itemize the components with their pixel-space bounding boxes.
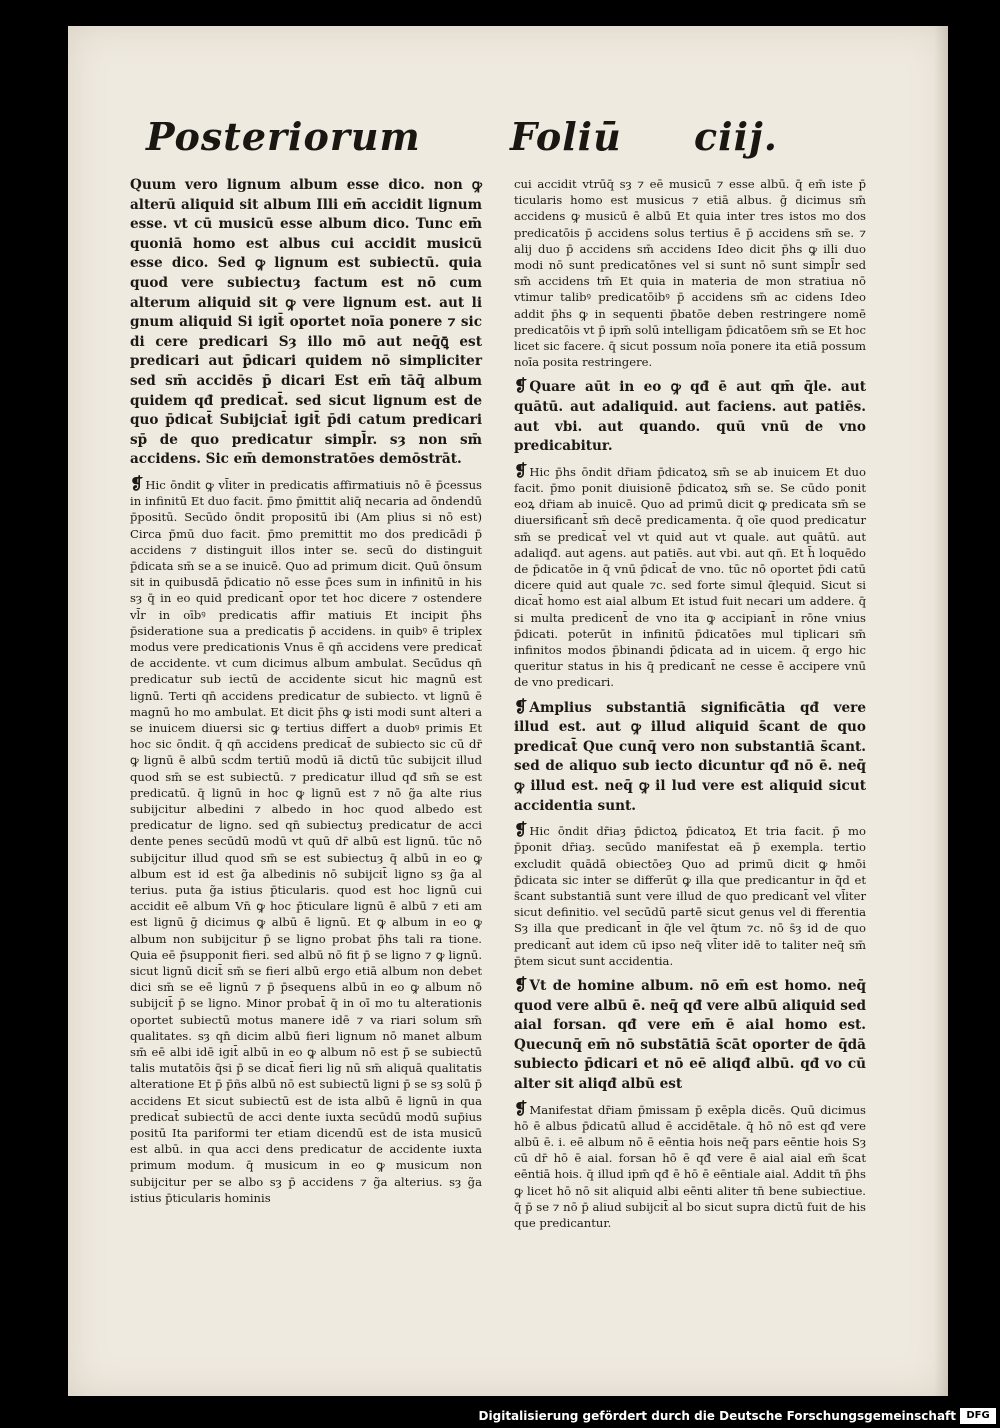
paragraph-text: cui accidit vtrūq̄ sȝ ⁊ eē musicū ⁊ esse albū. q̄ em̄ iste p̄ ticularis homo est musicus ⁊ etiā albus. ḡ dicimus sm̄ accidens ꝙ musicū ē albū Et quia inter tres istos mo dos predicatōis p̄ accidens solus tertius ē p̄ accidens sm̄ se. ⁊ alij duo p̄ accidens sm̄ accidens Ideo dicit p̄hs ꝙ illi duo modi nō sunt predicatōnes vel si sunt nō sunt simpl̄r sed sm̄ accidens tm̄ Et quia in materia de mon stratiua nō vtimur talibꝰ predicatōibꝰ p̄ accidens sm̄ ac cidens Ideo addit p̄hs ꝙ in sequenti p̄batōe deben restringere nomē predicatōis vt p̄ ipm̄ solū intelligam p̄dicatōem sm̄ se Et hoc licet sic facere. q̄ sicut possum noīa ponere ita etiā possum noīa posita restringere. xyxy=(514,177,866,370)
aristotle-text-paragraph xyxy=(514,975,866,1095)
paragraph-text: Hic p̄hs ōndit dr̄iam p̄dicatoꝝ sm̄ se ab inuicem Et duo facit. p̄mo ponit diuisionē p̄dicatoꝝ sm̄ se. Se cūdo ponit eoꝝ dr̄iam ab inuicē. Quo ad primū dicit ꝙ predicata sm̄ se diuersificant̄ sm̄ decē predicamenta. q̄ oīe quod predicatur sm̄ se predicat̄ vel vt quid aut vt quale. aut quātū. aut adaliqđ. aut agens. aut patiēs. aut vbi. aut qn̄. Et h̄ loquēdo de p̄dicatōe in q̄ vnū p̄dicat̄ de vno. tūc nō oportet p̄di catū dicere quid aut quale ⁊c. sed forte simul q̄lequid. Sicut si dicat̄ homo est aial album Et istud fuit necari um addere. q̄ si multa predicent̄ de vno ita ꝙ accipiant̄ in rōne vnius p̄dicati. poterūt in infinitū p̄dicatōes mul tiplicari sm̄ infinitos modos p̄binandi p̄dicata ad in uicem. q̄ ergo hic queritur status in his q̄ predicant̄ ne cesse ē accipere vnū de vno predicari. xyxy=(514,464,866,690)
pilcrow-icon: ❡ xyxy=(514,376,528,396)
dfg-logo-icon: DFG xyxy=(960,1408,996,1424)
paragraph-text: Manifestat dr̄iam p̄missam p̄ exēpla dicēs. Quū dicimus hō ē albus p̄dicatū allud ē accidētale. q̄ hō nō est qđ vere albū ē. i. eē album nō ē eēntia hois neq̄ pars eēntie hois Sȝ cū dr̄ hō ē aial. forsan hō ē qđ vere ē aial aial em̄ s̄cat eēntiā hois. q̄ illud ipm̄ qđ ē hō ē eēntiale aial. Addit tn̄ p̄hs ꝙ licet hō nō sit aliquid albi eēnti aliter tn̄ bene subiectiue. q̄ p̄ se ⁊ nō p̄ aliud subijcit̄ al bo sicut supra dictū fuit de his que predicantur. xyxy=(514,1102,866,1231)
paragraph-text: Hic ōndit dr̄iaȝ p̄dictoꝝ p̄dicatoꝝ Et tria facit. p̄ mo p̄ponit dr̄iaȝ. secūdo manifestat eā p̄ exempla. tertio excludit quādā obiectōeȝ Quo ad primū dicit ꝙ hmōi p̄dicata sic inter se differūt ꝙ illa que predicantur in q̄d et s̄cant substantiā sunt vere illud de quo predicant̄ vel vl̄iter sicut definitio. vel secūdū partē sicut genus vel di fferentia Sȝ illa que predicant̄ in q̄le vel q̄tum ⁊c. nō s̄ȝ id de quo predicant̄ aut idem cū ipso neq̄ vl̄iter idē to taliter neq̄ sm̄ p̄tem sicut sunt accidentia. xyxy=(514,824,866,968)
pilcrow-icon: ❡ xyxy=(514,460,528,480)
commentary-paragraph xyxy=(514,1098,866,1232)
paragraph-text: Amplius substantiā significātia qđ vere illud est. aut ꝙ illud aliquid s̄cant de quo predicat̄ Que cunq̄ vero non substantiā s̄cant. sed de aliquo sub iecto dicuntur qđ nō ē. neq̄ ꝙ illud est. neq̄ ꝙ il lud vere est aliquid sicut accidentia sunt. xyxy=(514,699,866,814)
pilcrow-icon: ❡ xyxy=(514,1098,528,1118)
funding-credit: Digitalisierung gefördert durch die Deutsche Forschungsgemeinschaft xyxy=(478,1409,956,1423)
paragraph-text: Quum vero lignum album esse dico. non ꝙ alterū aliquid sit album Illi em̄ accidit lignum esse. vt cū musicū esse album dico. Tunc em̄ quoniā homo est albus cui accidit musicū esse dico. Sed ꝙ lignum est subiectū. quia quod vere subiectuȝ factum est nō cum alterum aliquid sit ꝙ vere lignum est. aut li gnum aliquid Si igit̄ oportet noīa ponere ⁊ sic di cere predicari Sȝ illo mō aut neq̄ꝗ̄ est predicari aut p̄dicari quidem nō simpliciter sed sm̄ accidēs p̄ dicari Est em̄ tāq̄ album quidem qđ predicat̄. sed sicut lignum est de quo p̄dicat̄ Subijciat̄ igit̄ p̄di catum predicari sp̄ de quo predicatur simpl̄r. sȝ non sm̄ accidens. Sic em̄ demonstratōes demōstrāt. xyxy=(130,177,482,468)
pilcrow-icon: ❡ xyxy=(514,820,528,840)
running-head-right: Foliū xyxy=(510,114,622,159)
commentary-paragraph xyxy=(514,822,866,969)
right-column xyxy=(514,176,866,1237)
folio-number: ciij. xyxy=(694,114,778,159)
paragraph-text: Vt de homine album. nō em̄ est homo. neq̄ quod vere albū ē. neq̄ qđ vere albū aliquid sed aial forsan. qđ vere em̄ ē aial homo est. Quecunq̄ em̄ nō substātiā s̄cāt oporter de q̄dā subiecto p̄dicari et nō eē aliqđ albū. qđ vo cū alter sit aliqđ albū est xyxy=(514,978,866,1093)
paragraph-text: Quare aūt in eo ꝙ qđ ē aut qm̄ q̄le. aut quātū. aut adaliquid. aut faciens. aut patiēs. aut vbi. aut quando. quū vnū de vno predicabitur. xyxy=(514,379,866,455)
pilcrow-icon: ❡ xyxy=(514,975,528,995)
paragraph-text: Hic ōndit ꝙ vl̄iter in predicatis affirmatiuis nō ē p̄cessus in infinitū Et duo facit. p̄mo p̄mittit aliq̄ necaria ad ōndendū p̄positū. Secūdo ōndit propositū ibi (Am plius si nō est) Circa p̄mū duo facit. p̄mo premittit mo dos predicādi p̄ accidens ⁊ distinguit illos inter se. secū do distinguit p̄dicata sm̄ se a se inuicē. Quo ad primum dicit. Quū ōnsum sit in quibusdā p̄dicatio nō esse p̄ces sum in infinitū in his sȝ q̄ in eo quid predicant̄ opor tet hoc dicere ⁊ ostendere vl̄r in oībꝰ predicatis affir matiuis Et incipit p̄hs p̄sideratione sua a predicatis p̄ accidens. in quibꝰ ē triplex modus vere predicationis Vnus ē qn̄ accidens vere predicat̄ de accidente. vt cum dicimus album ambulat. Secūdus qn̄ predicatur sub iectū de accidente sicut hic magnū est lignū. Terti qn̄ accidens predicatur de subiecto. vt lignū ē magnū ho mo ambulat. Et dicit p̄hs ꝙ isti modi sunt alteri a se inuicem diuersi sic ꝙ tertius differt a duobꝰ primis Et hoc sic ōndit. q̄ qn̄ accidens predicat̄ de subiecto sic cū dr̄ ꝙ lignū ē albū scḋm tertiū modū iā dictū tūc subijcit illud quod sm̄ se est subiectū. ⁊ predicatur illud qđ sm̄ se est predicatū. q̄ lignū in hoc ꝙ lignū est ⁊ nō g̃a alte rius subijcitur albedini ⁊ albedo in hoc quod albedo est predicatur de ligno. sed qn̄ subiectuȝ predicatur de acci dente penes secūdū modū vt quū dr̄ albū est lignū. tūc nō subijcitur illud quod sm̄ se est subiectuȝ q̄ albū in eo ꝙ album est id est g̃a albedinis nō subijcit̄ ligno sȝ g̃a al terius. puta g̃a istius p̄ticularis. quod est hoc lignū cui accidit eē album Vn̄ ꝙ hoc p̄ticulare lignū ē albū ⁊ eti am est lignū ḡ dicimus ꝙ albū ē lignū. Et ꝙ album in eo ꝙ album non subijcitur p̄ se ligno probat p̄hs tali ra tione. Quia eē p̄supponit fieri. sed albū nō fit p̄ se ligno ⁊ ꝙ lignū. sicut lignū dicit̄ sm̄ se fieri albū ergo etiā album non debet dici sm̄ se eē lignū ⁊ p̄ p̄sequens albū in eo ꝙ album nō subijcit̄ p̄ se ligno. Minor probat̄ q̄ in oī mo tu alterationis oportet subiectū motus manere idē ⁊ va riari solum sm̄ qualitates. sȝ qn̄ dicim albū fieri lignum nō manet album sm̄ eē albi idē igit̄ albū in eo ꝙ album nō est p̄ se subiectū talis mutatōis q̄si p̄ se dicat̄ fieri lig nū sm̄ aliquā qualitatis alteratione Et p̄ p̄ñs albū nō est subiectū ligni p̄ se sȝ solū p̄ accidens Et sicut subiectū est de ista albū ē lignū in qua predicat̄ subiectū de acci dente iuxta secūdū modū sup̄ius positū Ita pariformi ter etiam dicendū est de ista musicū est albū. in qua acci dens predicatur de accidente iuxta primum modum. q̄ musicum in eo ꝙ musicum non subijcitur per se albo sȝ p̄ accidens ⁊ g̃a alterius. sȝ g̃a istius p̄ticularis hominis xyxy=(130,477,482,1205)
book-page xyxy=(68,26,948,1396)
aristotle-text-paragraph xyxy=(514,376,866,456)
footer-bar xyxy=(0,1402,1000,1428)
commentary-paragraph xyxy=(514,176,866,370)
left-column xyxy=(130,176,482,1212)
aristotle-text-paragraph xyxy=(130,176,482,470)
pilcrow-icon: ❡ xyxy=(130,473,144,493)
aristotle-text-paragraph xyxy=(514,697,866,817)
running-head-left: Posteriorum xyxy=(146,114,421,159)
pilcrow-icon: ❡ xyxy=(514,696,528,716)
commentary-paragraph xyxy=(514,460,866,691)
commentary-paragraph xyxy=(130,473,482,1206)
